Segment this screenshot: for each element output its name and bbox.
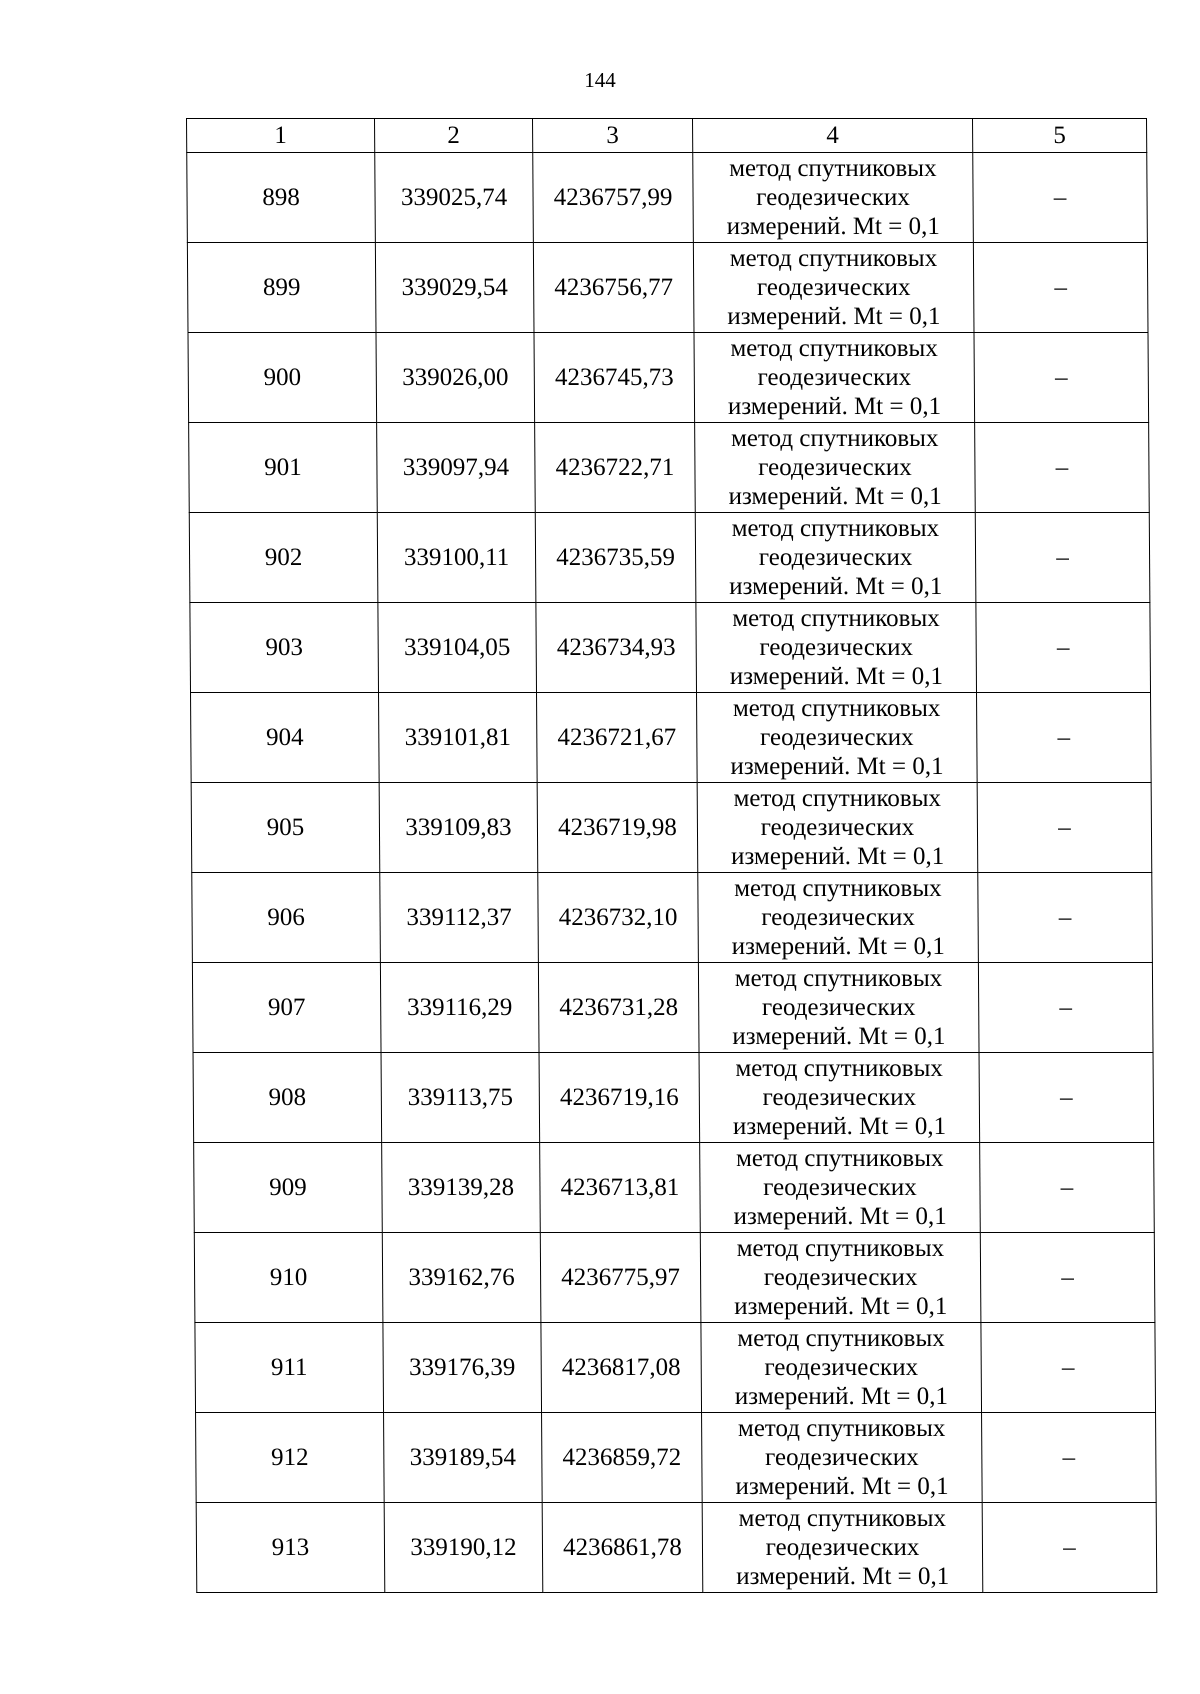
y-coordinate-cell: 4236719,98 — [537, 783, 698, 873]
method-text-line: геодезических — [765, 1534, 920, 1561]
method-text-line: измерений. Mt = 0,1 — [727, 393, 942, 420]
method-text-line: геодезических — [760, 814, 915, 841]
column-header: 2 — [375, 119, 533, 153]
x-coordinate-cell: 339097,94 — [377, 423, 536, 513]
x-coordinate-cell: 339113,75 — [381, 1053, 540, 1143]
y-coordinate-cell: 4236721,67 — [537, 693, 698, 783]
method-text-line: метод спутниковых — [731, 515, 940, 542]
method-cell — [702, 1413, 983, 1503]
point-number-cell: 905 — [191, 783, 380, 873]
method-text-line: метод спутниковых — [734, 875, 942, 902]
method-text-line: измерений. Mt = 0,1 — [735, 1473, 949, 1500]
note-cell: – — [981, 1323, 1156, 1413]
point-number-cell: 898 — [187, 153, 376, 243]
method-text-line: геодезических — [763, 1174, 917, 1201]
note-cell: – — [977, 783, 1152, 873]
method-text-line: геодезических — [756, 274, 911, 301]
table-row — [196, 1413, 1157, 1503]
coordinates-table — [186, 118, 1157, 1593]
table-row — [189, 423, 1150, 513]
method-cell — [697, 693, 978, 783]
note-cell: – — [977, 693, 1152, 783]
method-text-line: измерений. Mt = 0,1 — [729, 663, 944, 690]
x-coordinate-cell: 339162,76 — [382, 1233, 541, 1323]
note-cell: – — [973, 243, 1148, 333]
method-text-line: измерений. Mt = 0,1 — [736, 1563, 950, 1590]
x-coordinate-cell: 339139,28 — [382, 1143, 541, 1233]
method-text-line: геодезических — [762, 1084, 917, 1111]
point-number-cell: 900 — [188, 333, 377, 423]
y-coordinate-cell: 4236757,99 — [533, 153, 694, 243]
table-row — [187, 153, 1148, 243]
method-text-line: измерений. Mt = 0,1 — [726, 213, 940, 240]
x-coordinate-cell: 339190,12 — [384, 1503, 543, 1593]
x-coordinate-cell: 339026,00 — [376, 333, 535, 423]
point-number-cell: 902 — [189, 513, 378, 603]
point-number-cell: 907 — [192, 963, 381, 1053]
table-row — [191, 693, 1152, 783]
note-cell: – — [975, 513, 1150, 603]
method-text-line: измерений. Mt = 0,1 — [730, 753, 944, 780]
table-row — [187, 243, 1148, 333]
table-header-row — [187, 119, 1147, 153]
note-cell: – — [980, 1143, 1155, 1233]
note-cell: – — [974, 333, 1149, 423]
note-cell: – — [978, 873, 1153, 963]
method-cell — [693, 153, 974, 243]
point-number-cell: 911 — [195, 1323, 384, 1413]
y-coordinate-cell: 4236735,59 — [535, 513, 696, 603]
method-text-line: метод спутниковых — [733, 785, 942, 812]
method-text-line: метод спутниковых — [732, 695, 941, 722]
method-text-line: измерений. Mt = 0,1 — [733, 1203, 947, 1230]
method-cell — [695, 513, 976, 603]
method-text-line: измерений. Mt = 0,1 — [734, 1293, 948, 1320]
method-cell — [698, 873, 979, 963]
x-coordinate-cell: 339101,81 — [379, 693, 538, 783]
x-coordinate-cell: 339029,54 — [375, 243, 534, 333]
column-header: 3 — [533, 119, 693, 153]
y-coordinate-cell: 4236732,10 — [538, 873, 699, 963]
point-number-cell: 904 — [191, 693, 380, 783]
point-number-cell: 909 — [194, 1143, 383, 1233]
table-row — [191, 783, 1152, 873]
note-cell: – — [979, 1053, 1154, 1143]
method-text-line: измерений. Mt = 0,1 — [729, 573, 943, 600]
method-text-line: метод спутниковых — [730, 335, 938, 362]
point-number-cell: 903 — [190, 603, 379, 693]
method-text-line: метод спутниковых — [730, 425, 939, 452]
note-cell: – — [978, 963, 1153, 1053]
y-coordinate-cell: 4236734,93 — [536, 603, 697, 693]
point-number-cell: 912 — [196, 1413, 385, 1503]
table-row — [195, 1323, 1156, 1413]
note-cell: – — [982, 1503, 1157, 1593]
table-row — [188, 333, 1149, 423]
method-text-line: измерений. Mt = 0,1 — [734, 1383, 949, 1410]
column-header: 5 — [973, 119, 1147, 153]
method-cell — [702, 1503, 983, 1593]
method-cell — [697, 783, 978, 873]
note-cell: – — [980, 1233, 1155, 1323]
x-coordinate-cell: 339104,05 — [378, 603, 537, 693]
method-text-line: измерений. Mt = 0,1 — [732, 1023, 946, 1050]
method-text-line: метод спутниковых — [732, 605, 940, 632]
y-coordinate-cell: 4236745,73 — [534, 333, 695, 423]
method-text-line: геодезических — [761, 994, 916, 1021]
method-text-line: измерений. Mt = 0,1 — [727, 303, 941, 330]
method-text-line: метод спутниковых — [734, 965, 943, 992]
method-text-line: геодезических — [761, 904, 915, 931]
method-cell — [698, 963, 979, 1053]
method-text-line: измерений. Mt = 0,1 — [728, 483, 942, 510]
y-coordinate-cell: 4236731,28 — [538, 963, 699, 1053]
method-text-line: метод спутниковых — [737, 1415, 946, 1442]
column-header: 4 — [693, 119, 973, 153]
method-cell — [695, 423, 976, 513]
x-coordinate-cell: 339109,83 — [379, 783, 538, 873]
method-text-line: геодезических — [759, 634, 914, 661]
method-text-line: геодезических — [759, 724, 914, 751]
table-row — [189, 513, 1150, 603]
y-coordinate-cell: 4236817,08 — [541, 1323, 702, 1413]
y-coordinate-cell: 4236713,81 — [540, 1143, 701, 1233]
point-number-cell: 908 — [193, 1053, 382, 1143]
method-text-line: геодезических — [764, 1444, 919, 1471]
y-coordinate-cell: 4236722,71 — [535, 423, 696, 513]
table-row — [194, 1233, 1155, 1323]
method-text-line: геодезических — [758, 454, 912, 481]
x-coordinate-cell: 339112,37 — [380, 873, 539, 963]
method-cell — [694, 333, 975, 423]
y-coordinate-cell: 4236719,16 — [539, 1053, 700, 1143]
method-text-line: измерений. Mt = 0,1 — [731, 933, 945, 960]
point-number-cell: 913 — [196, 1503, 385, 1593]
note-cell: – — [973, 153, 1148, 243]
method-cell — [700, 1233, 981, 1323]
y-coordinate-cell: 4236756,77 — [533, 243, 694, 333]
x-coordinate-cell: 339100,11 — [377, 513, 536, 603]
table-row — [194, 1143, 1155, 1233]
method-cell — [700, 1143, 981, 1233]
method-text-line: геодезических — [758, 544, 913, 571]
method-text-line: геодезических — [756, 184, 910, 211]
method-cell — [699, 1053, 980, 1143]
table-row — [193, 1053, 1154, 1143]
method-text-line: измерений. Mt = 0,1 — [731, 843, 945, 870]
method-cell — [696, 603, 977, 693]
y-coordinate-cell: 4236775,97 — [540, 1233, 701, 1323]
method-text-line: метод спутниковых — [736, 1235, 945, 1262]
point-number-cell: 910 — [194, 1233, 383, 1323]
method-text-line: метод спутниковых — [729, 155, 937, 182]
table-row — [196, 1503, 1157, 1593]
method-cell — [693, 243, 974, 333]
note-cell: – — [976, 603, 1151, 693]
table-body — [187, 119, 1157, 1593]
method-text-line: геодезических — [763, 1264, 918, 1291]
note-cell: – — [982, 1413, 1157, 1503]
y-coordinate-cell: 4236861,78 — [542, 1503, 703, 1593]
method-text-line: метод спутниковых — [738, 1505, 947, 1532]
method-text-line: измерений. Mt = 0,1 — [732, 1113, 947, 1140]
x-coordinate-cell: 339025,74 — [375, 153, 534, 243]
method-cell — [701, 1323, 982, 1413]
method-text-line: метод спутниковых — [735, 1145, 944, 1172]
method-text-line: метод спутниковых — [729, 245, 938, 272]
method-text-line: геодезических — [757, 364, 912, 391]
column-header: 1 — [187, 119, 375, 153]
table-row — [192, 873, 1153, 963]
x-coordinate-cell: 339116,29 — [380, 963, 539, 1053]
note-cell: – — [975, 423, 1150, 513]
page-number: 144 — [584, 68, 616, 92]
method-text-line: метод спутниковых — [737, 1325, 945, 1352]
method-text-line: метод спутниковых — [735, 1055, 943, 1082]
point-number-cell: 899 — [187, 243, 376, 333]
x-coordinate-cell: 339176,39 — [383, 1323, 542, 1413]
x-coordinate-cell: 339189,54 — [384, 1413, 543, 1503]
table-row — [190, 603, 1151, 693]
table-row — [192, 963, 1153, 1053]
y-coordinate-cell: 4236859,72 — [542, 1413, 703, 1503]
point-number-cell: 906 — [192, 873, 381, 963]
point-number-cell: 901 — [189, 423, 378, 513]
method-text-line: геодезических — [764, 1354, 919, 1381]
